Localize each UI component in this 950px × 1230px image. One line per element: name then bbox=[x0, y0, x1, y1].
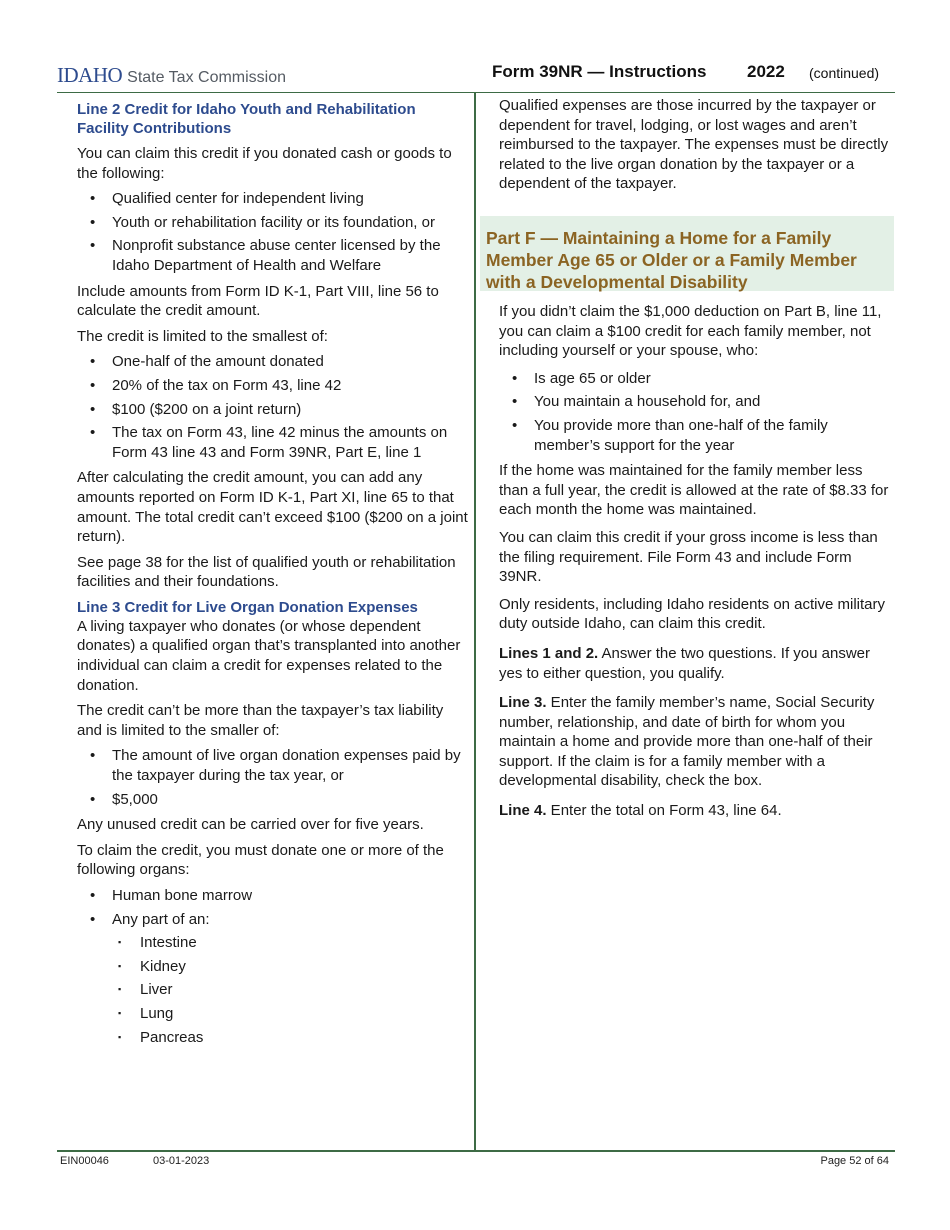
list-item: • Qualified center for independent living bbox=[77, 189, 471, 209]
list-item: • Is age 65 or older bbox=[499, 369, 891, 389]
footer-rule bbox=[57, 1150, 895, 1152]
line3-limits-list bbox=[77, 746, 471, 809]
lines-1-2-instruction bbox=[499, 644, 891, 683]
line2-bullet-list bbox=[77, 189, 471, 275]
list-item: • The amount of live organ donation expenses paid by the taxpayer during the tax year, or bbox=[77, 746, 471, 785]
list-item: • 20% of the tax on Form 43, line 42 bbox=[77, 376, 471, 396]
line2-intro: You can claim this credit if you donated cash or goods to the following: bbox=[77, 145, 452, 182]
header-rule bbox=[57, 92, 895, 93]
part-f-heading: Part F — Maintaining a Home for a Family Member Age 65 or Older or a Family Member with a Developmental Disability bbox=[486, 228, 857, 292]
right-column-top bbox=[499, 96, 891, 200]
list-item: • Nonprofit substance abuse center licensed by the Idaho Department of Health and Welfare bbox=[77, 236, 471, 275]
list-item: • $100 ($200 on a joint return) bbox=[77, 400, 471, 420]
line2-limits-list bbox=[77, 352, 471, 462]
footer-date: 03-01-2023 bbox=[153, 1155, 210, 1167]
idaho-logo bbox=[57, 63, 286, 87]
list-item: • One-half of the amount donated bbox=[77, 352, 471, 372]
logo-text: State Tax Commission bbox=[127, 69, 287, 86]
qualified-expenses: Qualified expenses are those incurred by the taxpayer or dependent for travel, lodging, or lost wages and aren’t reimbursed to the taxpayer. The expenses must be directly related to the live organ donation by the taxpayer or a dependent of the taxpayer. bbox=[499, 97, 889, 193]
organ-list bbox=[77, 886, 471, 1047]
line2-limited: The credit is limited to the smallest of: bbox=[77, 327, 328, 345]
page-header bbox=[57, 60, 895, 92]
list-item: ▪ Kidney bbox=[105, 957, 471, 977]
line-4-text: Enter the total on Form 43, line 64. bbox=[546, 802, 782, 820]
line3-claim: To claim the credit, you must donate one or more of the following organs: bbox=[77, 841, 444, 879]
list-item: ▪ Liver bbox=[105, 980, 471, 1000]
line2-see: See page 38 for the list of qualified youth or rehabilitation facilities and their foundations. bbox=[77, 553, 456, 591]
line-3-instruction bbox=[499, 693, 891, 791]
part-f-gross: You can claim this credit if your gross income is less than the filing requirement. File Form 43 and include Form 39NR. bbox=[499, 528, 878, 586]
continued-label: (continued) bbox=[809, 65, 880, 81]
any-part-label: Any part of an: bbox=[112, 910, 210, 928]
form-title: Form 39NR — Instructions bbox=[492, 62, 707, 81]
column-divider bbox=[474, 92, 476, 1151]
list-item: • Human bone marrow bbox=[77, 886, 471, 906]
line-3-label: Line 3. bbox=[499, 694, 547, 712]
part-f-residents: Only residents, including Idaho residents on active military duty outside Idaho, can claim this credit. bbox=[499, 595, 886, 633]
line-4-label: Line 4. bbox=[499, 802, 547, 820]
line3-limit: The credit can’t be more than the taxpayer’s tax liability and is limited to the smaller of: bbox=[77, 702, 444, 739]
left-column bbox=[77, 100, 471, 1053]
line2-after: After calculating the credit amount, you can add any amounts reported on Form ID K-1, Part XI, line 65 to that amount. The total credit can’t exceed $100 ($200 on a joint return). bbox=[77, 469, 468, 546]
footer-code: EIN00046 bbox=[60, 1155, 109, 1167]
list-item: • You maintain a household for, and bbox=[499, 392, 891, 412]
line2-include: Include amounts from Form ID K-1, Part VIII, line 56 to calculate the credit amount. bbox=[77, 282, 439, 320]
line3-heading: Line 3 Credit for Live Organ Donation Expenses bbox=[77, 598, 418, 616]
form-year: 2022 bbox=[747, 62, 785, 81]
list-item: • Youth or rehabilitation facility or its foundation, or bbox=[77, 213, 471, 233]
part-f-home: If the home was maintained for the family member less than a full year, the credit is allowed at the rate of $8.33 for each month the home was maintained. bbox=[499, 462, 889, 519]
line-3-text: Enter the family member’s name, Social Security number, relationship, and date of birth for whom you maintain a home and provide more than one-half of their support. If the claim is for a family member with a developmental disability, check the box. bbox=[499, 694, 875, 790]
lines-1-2-text: Answer the two questions. If you answer yes to either question, you qualify. bbox=[499, 644, 871, 682]
part-f-bullet-list bbox=[499, 369, 891, 455]
line3-carry: Any unused credit can be carried over for five years. bbox=[77, 816, 424, 834]
list-item bbox=[77, 910, 471, 1048]
organ-parts-list bbox=[105, 933, 471, 1047]
part-f-banner bbox=[480, 216, 894, 291]
list-item: ▪ Intestine bbox=[105, 933, 471, 953]
list-item: ▪ Lung bbox=[105, 1004, 471, 1024]
list-item: ▪ Pancreas bbox=[105, 1028, 471, 1048]
part-f-intro: If you didn’t claim the $1,000 deduction on Part B, line 11, you can claim a $100 credit for each family member, not including yourself or your spouse, who: bbox=[499, 303, 882, 360]
line2-heading: Line 2 Credit for Idaho Youth and Rehabilitation Facility Contributions bbox=[77, 101, 416, 137]
list-item: • $5,000 bbox=[77, 790, 471, 810]
line3-intro: A living taxpayer who donates (or whose dependent donates) a qualified organ that’s transplanted into another individual can claim a credit for expenses related to the donation. bbox=[77, 617, 461, 694]
right-column-part-f bbox=[499, 302, 891, 829]
lines-1-2-label: Lines 1 and 2. bbox=[499, 644, 599, 662]
line-4-instruction bbox=[499, 801, 891, 821]
list-item: • You provide more than one-half of the family member’s support for the year bbox=[499, 416, 891, 455]
logo-mark: IDAHO bbox=[57, 63, 123, 87]
list-item: • The tax on Form 43, line 42 minus the amounts on Form 43 line 43 and Form 39NR, Part E, line 1 bbox=[77, 423, 471, 462]
footer-page-number: Page 52 of 64 bbox=[820, 1155, 889, 1167]
